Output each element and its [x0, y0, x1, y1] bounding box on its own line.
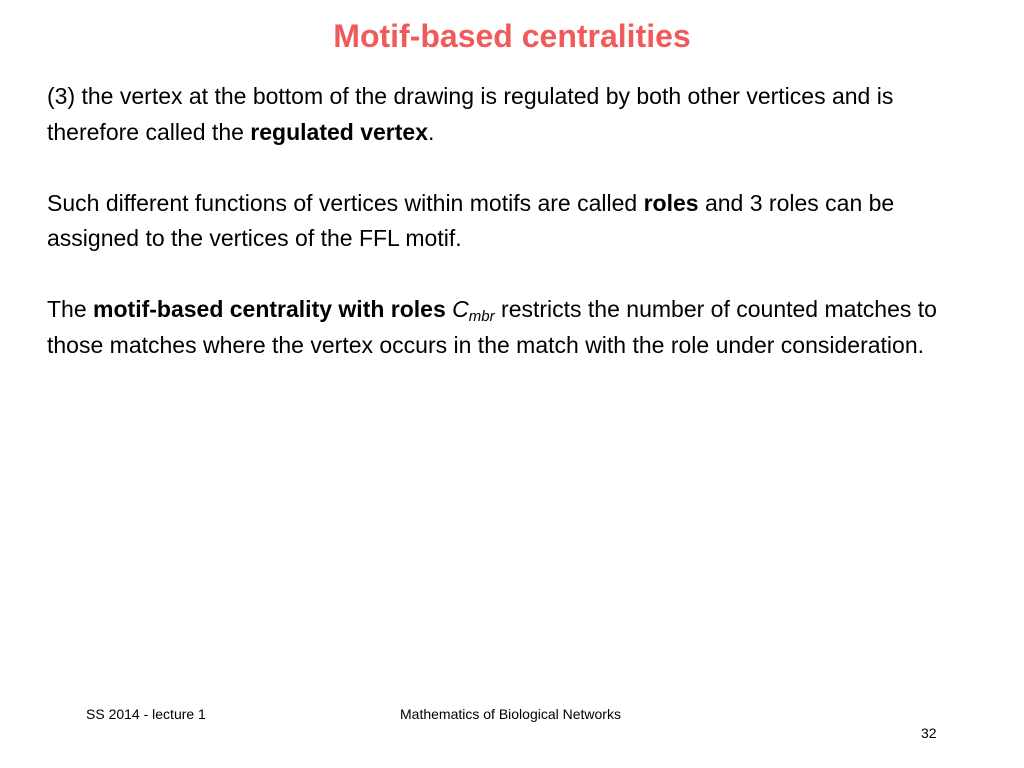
paragraph-text: Such different functions of vertices within motifs are called [47, 189, 644, 216]
symbol-subscript: mbr [468, 308, 495, 325]
page-number: 32 [921, 725, 937, 741]
footer-course-label: SS 2014 - lecture 1 [86, 706, 206, 722]
paragraph-tail: . [428, 118, 435, 145]
paragraph-centrality-with-roles [47, 292, 987, 363]
footer-course-title: Mathematics of Biological Networks [400, 706, 621, 722]
paragraph-tail: restricts the number of counted matches to those matches where the vertex occurs in the match with the role under consideration. [47, 296, 937, 358]
paragraph-tail: and 3 roles can be assigned to the vertices of the FFL motif. [47, 189, 895, 251]
paragraph-lead: The [47, 296, 94, 322]
bold-term-motif-based-centrality-with-roles: motif-based centrality with roles [93, 296, 446, 322]
bold-term-roles: roles [643, 189, 699, 216]
paragraph-roles [47, 186, 987, 257]
slide-title: Motif-based centralities [333, 18, 691, 54]
math-symbol-c-mbr [452, 296, 495, 325]
paragraph-text: (3) the vertex at the bottom of the drawing is regulated by both other vertices and is therefore called the [47, 83, 894, 145]
paragraph-regulated-vertex [47, 79, 987, 150]
slide-body [47, 79, 987, 363]
bold-term-regulated-vertex: regulated vertex [250, 118, 428, 145]
symbol-letter: C [452, 296, 469, 322]
